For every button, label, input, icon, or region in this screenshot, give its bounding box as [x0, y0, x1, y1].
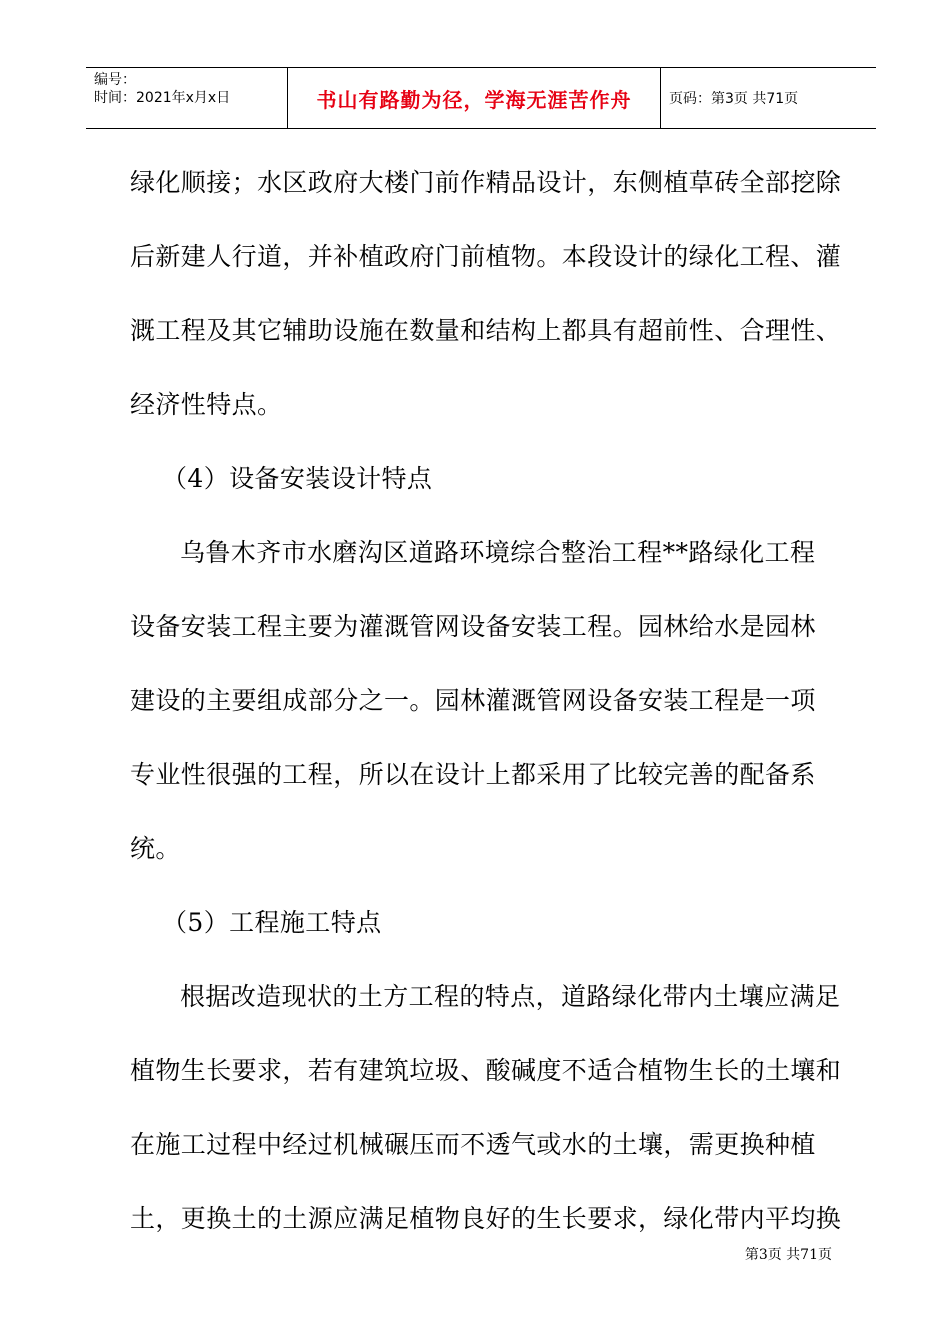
body-line: 经济性特点。: [130, 390, 283, 419]
body-line: 统。: [130, 834, 181, 863]
header-meta-cell: [86, 68, 288, 128]
document-header: [86, 67, 876, 129]
header-motto: 书山有路勤为径，学海无涯苦作舟: [316, 87, 632, 112]
page-footer: 第3页 共71页: [744, 1247, 832, 1263]
body-line: 后新建人行道，并补植政府门前植物。本段设计的绿化工程、灌: [130, 242, 842, 271]
document-body: [130, 152, 842, 1262]
header-page-label: 页码：第3页 共71页: [669, 91, 799, 107]
section-heading: （5）工程施工特点: [162, 908, 382, 937]
body-line: 设备安装工程主要为灌溉管网设备安装工程。园林给水是园林: [130, 612, 816, 641]
body-line: 在施工过程中经过机械碾压而不透气或水的土壤，需更换种植: [130, 1130, 816, 1159]
header-motto-cell: [288, 68, 661, 128]
body-line: 植物生长要求，若有建筑垃圾、酸碱度不适合植物生长的土壤和: [130, 1056, 842, 1085]
document-number-label: 编号：: [94, 72, 136, 88]
body-line: 乌鲁木齐市水磨沟区道路环境综合整治工程**路绿化工程: [180, 538, 816, 567]
body-line: 土，更换土的土源应满足植物良好的生长要求，绿化带内平均换: [130, 1204, 842, 1233]
body-line: 根据改造现状的土方工程的特点，道路绿化带内土壤应满足: [180, 982, 841, 1011]
header-page-cell: [661, 68, 876, 128]
document-time-label: 时间：2021年x月x日: [94, 90, 231, 106]
body-line: 专业性很强的工程，所以在设计上都采用了比较完善的配备系: [130, 760, 816, 789]
section-heading: （4）设备安装设计特点: [162, 464, 433, 493]
body-line: 溉工程及其它辅助设施在数量和结构上都具有超前性、合理性、: [130, 316, 842, 345]
body-line: 建设的主要组成部分之一。园林灌溉管网设备安装工程是一项: [130, 686, 816, 715]
body-line: 绿化顺接；水区政府大楼门前作精品设计，东侧植草砖全部挖除: [130, 168, 842, 197]
